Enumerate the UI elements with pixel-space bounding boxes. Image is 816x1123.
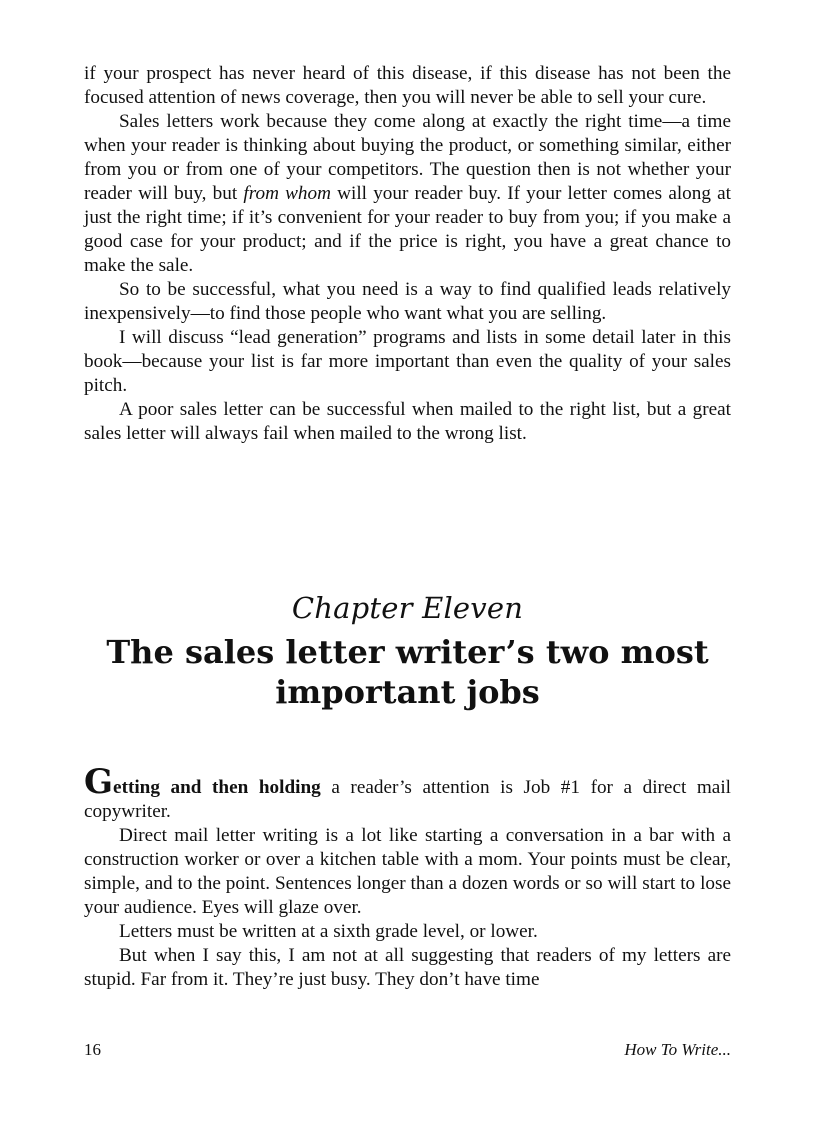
running-title: How To Write...	[624, 1040, 731, 1059]
paragraph: if your prospect has never heard of this disease, if this disease has not been the focused attention of news coverage, then you will never be able to sell your cure.	[84, 63, 731, 108]
opening-paragraph	[84, 762, 731, 824]
paragraph: A poor sales letter can be successful when mailed to the right list, but a great sales letter will always fail when mailed to the wrong list.	[84, 399, 731, 444]
chapter-label: Chapter Eleven	[291, 591, 524, 625]
paragraph: But when I say this, I am not at all suggesting that readers of my letters are stupid. Far from it. They’re just busy. They don’t have time	[84, 945, 731, 990]
drop-cap: G	[84, 762, 114, 802]
lead-in-text: etting and then holding	[113, 777, 321, 798]
paragraph-text: a reader’s attention is Job #1 for a direct mail copywriter.	[84, 777, 731, 822]
paragraph: So to be successful, what you need is a way to find qualified leads relatively inexpensively—to find those people who want what you are selling.	[84, 279, 731, 324]
chapter-body-text	[84, 762, 731, 992]
chapter-title: The sales letter writer’s two most important jobs	[106, 633, 709, 711]
emphasis-text: from whom	[243, 183, 331, 204]
body-text-top	[84, 62, 731, 446]
page-number: 16	[84, 1040, 101, 1059]
paragraph: Direct mail letter writing is a lot like starting a conversation in a bar with a construction worker or over a kitchen table with a mom. Your points must be clear, simple, and to the point. Sentences longer than a dozen words or so will start to lose your audience. Eyes will glaze over.	[84, 825, 731, 918]
paragraph: I will discuss “lead generation” programs and lists in some detail later in this book—because your list is far more important than even the quality of your sales pitch.	[84, 327, 731, 396]
paragraph-text: Sales letters work because they come along at exactly the right time—a time when your reader is thinking about buying the product, or something similar, either from you or from one of your competitors. The question then is not whether your reader will buy, but	[84, 111, 731, 204]
paragraph	[84, 110, 731, 278]
paragraph: Letters must be written at a sixth grade level, or lower.	[119, 921, 538, 942]
paragraph-text: will your reader buy. If your letter comes along at just the right time; if it’s convenient for your reader to buy from you; if you make a good case for your product; and if the price is right, you have a great chance to make the sale.	[84, 183, 731, 276]
